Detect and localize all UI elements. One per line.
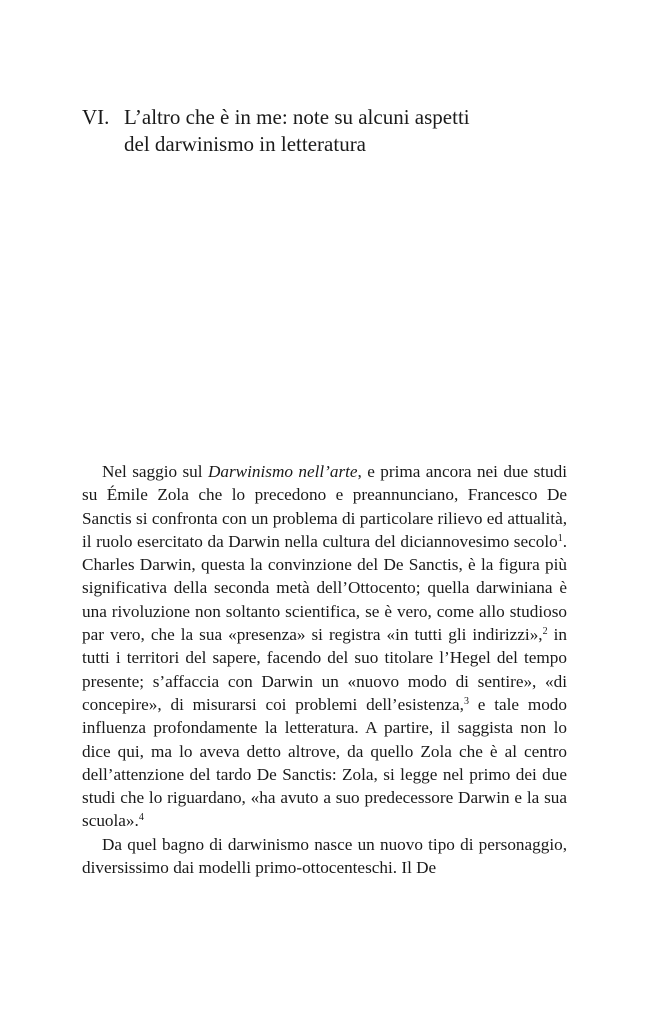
text-segment: . Charles Darwin, questa la convinzione del De Sanctis, è la figura più significativa della seconda metà dell’Ottocento; quella darwiniana è una rivoluzione non soltanto scientifica, se è vero, come allo studioso par vero, che la sua «presenza» si registra «in tutti gli indirizzi», <box>82 531 567 645</box>
chapter-title-line-2: del darwinismo in letteratura <box>124 132 367 156</box>
footnote-ref-3[interactable]: 3 <box>463 695 469 707</box>
text-segment: Nel saggio sul <box>102 462 208 481</box>
work-title: Darwinismo nell’arte <box>207 462 358 481</box>
body-text <box>82 460 567 879</box>
text-segment: e tale modo influenza profondamente la letteratura. A partire, il saggista non lo dice qui, ma lo aveva detto altrove, da quello Zola che è al centro dell’attenzione del tardo De Sanctis: Zola, si legge nel primo dei due studi che lo riguardano, «ha avuto a suo predecessore Darwin e la sua scuola». <box>82 694 567 831</box>
chapter-heading <box>82 104 562 158</box>
paragraph-2: Da quel bagno di darwinismo nasce un nuovo tipo di personaggio, diversissimo dai modelli primo-ottocenteschi. Il De <box>82 834 567 878</box>
footnote-ref-1[interactable]: 1 <box>557 532 563 544</box>
paragraph-1 <box>82 460 567 833</box>
chapter-title-line-1: L’altro che è in me: note su alcuni aspetti <box>124 105 470 129</box>
text-segment: , e prima ancora nei due studi su Émile Zola che lo precedono e preannunciano, Francesco De Sanctis si confronta con un problema di particolare rilievo ed attualità, il ruolo esercitato da Darwin nella cultura del diciannovesimo secolo <box>82 462 567 551</box>
chapter-number: VI. <box>82 105 110 129</box>
footnote-ref-4[interactable]: 4 <box>138 812 144 824</box>
text-segment: in tutti i territori del sapere, facendo del suo titolare l’Hegel del tempo presente; s’affaccia con Darwin un «nuovo modo di sentire», «di concepire», di misurarsi coi problemi dell’esistenza, <box>82 625 567 714</box>
footnote-ref-2[interactable]: 2 <box>542 626 548 638</box>
